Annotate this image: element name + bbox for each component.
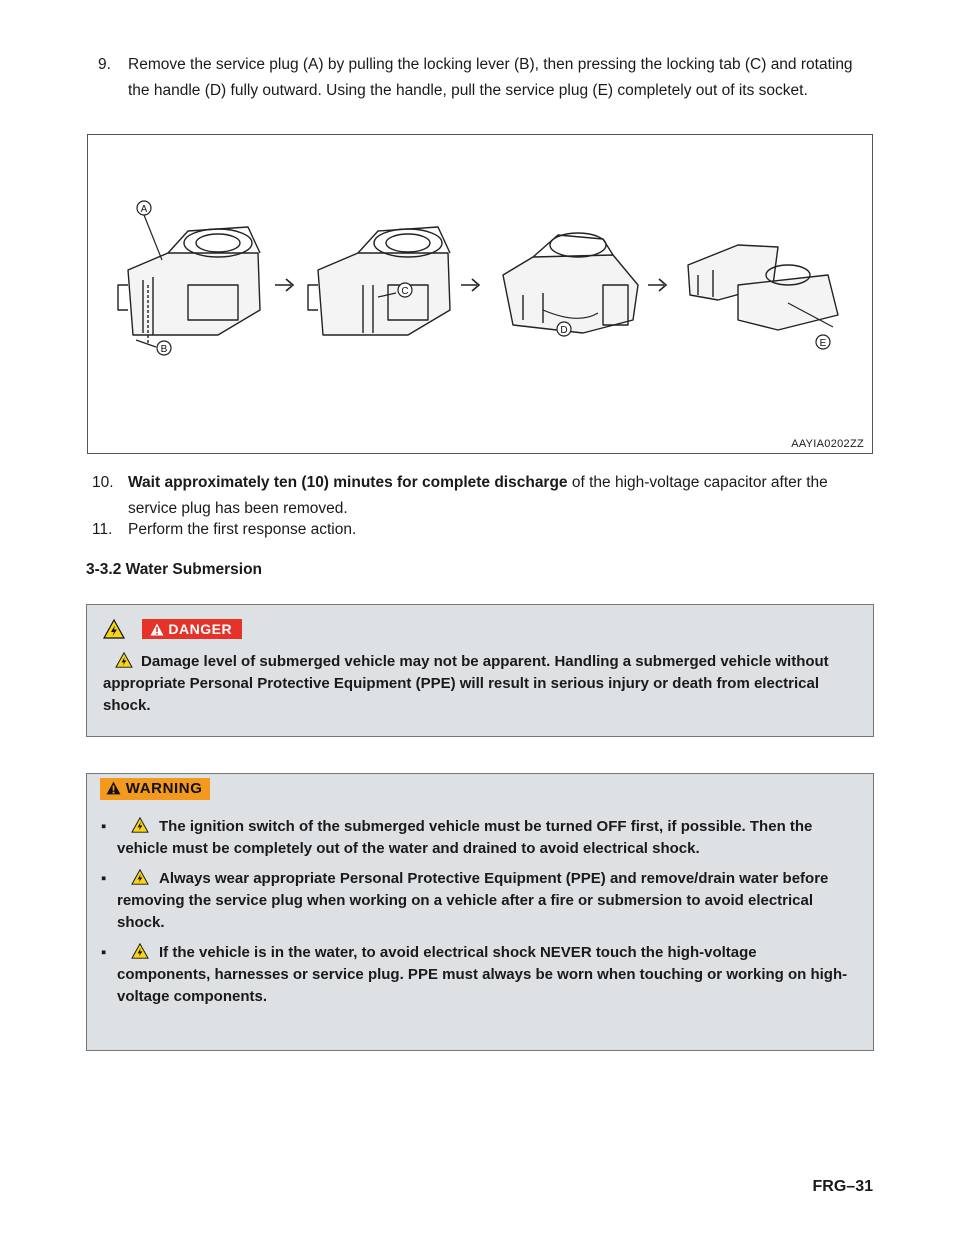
high-voltage-icon	[115, 652, 133, 668]
list-item	[101, 868, 851, 934]
warning-item-text: Always wear appropriate Personal Protective Equipment (PPE) and remove/drain water before removing the service plug when working on a vehicle after a fire or submersion to avoid electrical shock.	[117, 870, 829, 931]
figure-code: AAYIA0202ZZ	[791, 438, 864, 450]
step-number: 9.	[98, 56, 111, 73]
list-item	[101, 942, 851, 1008]
section-heading: 3-3.2 Water Submersion	[86, 561, 263, 578]
high-voltage-icon	[131, 943, 149, 959]
danger-message	[103, 651, 843, 717]
service-plug-removal-figure	[87, 134, 873, 454]
callout-b: B	[160, 344, 168, 355]
danger-label: DANGER	[168, 621, 233, 637]
step-number: 10.	[92, 474, 114, 491]
bullet: ▪	[101, 870, 107, 887]
step-emphasis: Wait approximately ten (10) minutes for complete discharge	[128, 474, 568, 491]
alert-triangle-icon	[150, 623, 164, 636]
high-voltage-icon	[131, 869, 149, 885]
step-number: 11.	[92, 521, 113, 538]
warning-notice	[86, 773, 874, 1051]
danger-badge	[142, 619, 242, 639]
bullet: ▪	[101, 944, 107, 961]
warning-badge	[100, 778, 210, 800]
list-item	[101, 816, 851, 860]
next-arrow-2	[461, 279, 479, 291]
service-plug-illustration	[88, 135, 874, 455]
page-id: FRG–31	[812, 1178, 873, 1195]
step-text: of the high-voltage capacitor after the service plug has been removed.	[128, 474, 828, 517]
step-9	[98, 52, 873, 104]
callout-e: E	[819, 338, 827, 349]
bullet: ▪	[101, 818, 107, 835]
callout-a: A	[140, 204, 148, 215]
warning-item-text: If the vehicle is in the water, to avoid electrical shock NEVER touch the high-voltage components, harnesses or service plug. PPE must always be worn when touching or working on high-voltage components.	[117, 944, 848, 1005]
next-arrow-3	[648, 279, 666, 291]
warning-item-text: The ignition switch of the submerged vehicle must be turned OFF first, if possible. Then the vehicle must be completely out of the water and drained to avoid electrical shock.	[117, 818, 813, 857]
warning-list	[101, 816, 851, 1016]
next-arrow-1	[275, 279, 293, 291]
danger-notice	[86, 604, 874, 737]
high-voltage-icon	[103, 619, 125, 639]
alert-triangle-icon	[106, 781, 121, 795]
step-10	[92, 470, 873, 522]
warning-label: WARNING	[125, 780, 203, 797]
plug-stage-1	[118, 227, 260, 345]
step-text: Remove the service plug (A) by pulling the locking lever (B), then pressing the locking tab (C) and rotating the handle (D) fully outward. Using the handle, pull the service plug (E) completely out of its socket.	[128, 56, 853, 99]
step-11	[92, 517, 873, 543]
callout-c: C	[401, 286, 409, 297]
plug-stage-2	[308, 227, 450, 335]
callout-d: D	[560, 325, 568, 336]
high-voltage-icon	[131, 817, 149, 833]
step-text: Perform the first response action.	[128, 521, 357, 538]
danger-text: Damage level of submerged vehicle may not be apparent. Handling a submerged vehicle without appropriate Personal Protective Equipment (PPE) will result in serious injury or death from electrical shock.	[103, 653, 829, 714]
